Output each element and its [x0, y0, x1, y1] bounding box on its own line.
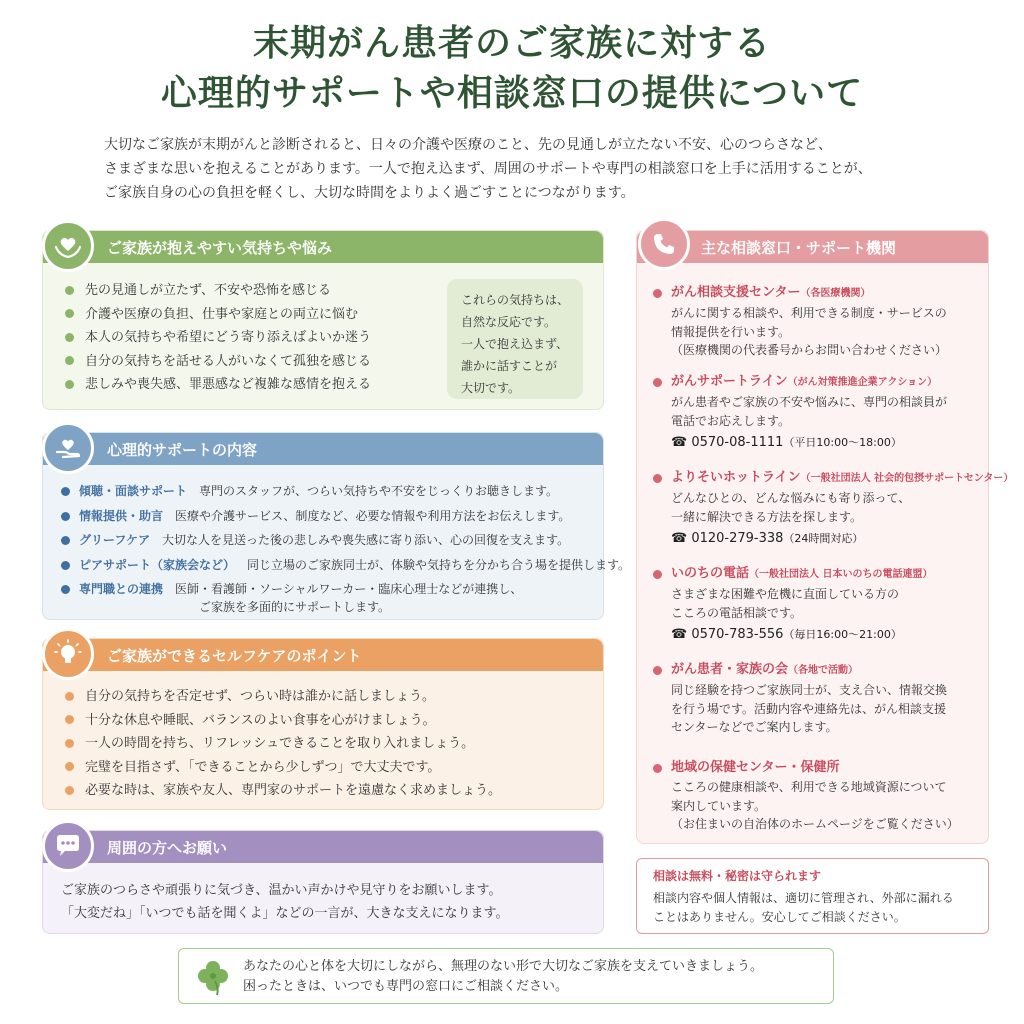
- selfcare-card: [42, 638, 604, 810]
- phone-icon: [638, 218, 690, 270]
- intro-line: ご家族自身の心の負担を軽くし、大切な時間をよりよく過ごすことにつながります。: [104, 185, 635, 201]
- title-line-2: 心理的サポートや相談窓口の提供について: [160, 72, 864, 114]
- request-text: ご家族のつらさや頑張りに気づき、温かい声かけや見守りをお願いします。 「大変だね」「いつでも話を聞くよ」などの一言が、大きな支えになります。: [61, 883, 509, 921]
- list-item: 一人の時間を持ち、リフレッシュできることを取り入れましょう。: [65, 732, 501, 756]
- list-item: 自分の気持ちを話せる人がいなくて孤独を感じる: [65, 350, 371, 374]
- list-item: 悲しみや喪失感、罪悪感など複雑な感情を抱える: [65, 373, 371, 397]
- list-item: 介護や医療の負担、仕事や家庭との両立に悩む: [65, 303, 371, 327]
- consult-heading: 相談は無料・秘密は守られます: [653, 869, 822, 883]
- support-item: ピアサポート（家族会など） 同じ立場のご家族同士が、体験や気持ちを分かち合う場を提供します。: [61, 553, 630, 578]
- feelings-note: これらの気持ちは、 自然な反応です。 一人で抱え込まず、 誰かに話すことが 大切です。: [447, 279, 583, 399]
- contacts-card: [636, 230, 1014, 844]
- intro-text: [104, 133, 984, 205]
- feelings-heading: ご家族が抱えやすい気持ちや悩み: [107, 239, 333, 257]
- speech-bubble-icon: [42, 820, 94, 872]
- org-item: いのちの電話（一般社団法人 日本いのちの電話連盟） さまざまな困難や危機に直面している方の こころの電話相談です。 ☎ 0570-783-556（毎日16:00〜21:00）: [653, 564, 980, 646]
- support-item: 傾聴・面談サポート 専門のスタッフが、つらい気持ちや不安をじっくりお聴きします。: [61, 479, 630, 504]
- org-item: がんサポートライン（がん対策推進企業アクション） がん患者やご家族の不安や悩みに、専門の相談員が 電話でお応えします。 ☎ 0570-08-1111（平日10:00〜18:00）: [653, 372, 980, 454]
- page-title: [0, 18, 1024, 118]
- phone-number[interactable]: ☎ 0570-783-556（毎日16:00〜21:00）: [671, 627, 902, 642]
- contacts-heading: 主な相談窓口・サポート機関: [701, 239, 897, 257]
- hands-heart-icon: [42, 220, 94, 272]
- support-item-cont: ご家族を多面的にサポートします。: [199, 599, 391, 614]
- consult-box: [636, 858, 989, 934]
- support-item: グリーフケア 大切な人を見送った後の悲しみや喪失感に寄り添い、心の回復を支えます。: [61, 528, 630, 553]
- org-item: よりそいホットライン（一般社団法人 社会的包摂サポートセンター） どんなひとの、どんな悩みにも寄り添って、 一緒に解決できる方法を探します。 ☎ 0120-279-338（24時間対応）: [653, 468, 980, 550]
- title-line-1: 末期がん患者のご家族に対する: [252, 22, 771, 64]
- lightbulb-icon: [42, 628, 94, 680]
- list-item: 必要な時は、家族や友人、専門家のサポートを遠慮なく求めましょう。: [65, 779, 501, 803]
- org-item: がん患者・家族の会（各地で活動） 同じ経験を持つご家族同士が、支え合い、情報交換 を行う場です。活動内容や連絡先は、がん相談支援 センターなどでご案内します。: [653, 660, 980, 737]
- selfcare-heading: ご家族ができるセルフケアのポイント: [107, 647, 362, 665]
- list-item: 本人の気持ちや希望にどう寄り添えばよいか迷う: [65, 326, 371, 350]
- feelings-list: [65, 279, 371, 397]
- list-item: 完璧を目指さず、「できることから少しずつ」で大丈夫です。: [65, 756, 501, 780]
- intro-line: 大切なご家族が末期がんと診断されると、日々の介護や医療のこと、先の見通しが立たない不安、心のつらさなど、: [104, 137, 832, 153]
- list-item: 自分の気持ちを否定せず、つらい時は誰かに話しましょう。: [65, 685, 501, 709]
- phone-icon: ☎: [671, 435, 692, 450]
- clover-icon: [193, 957, 233, 997]
- org-item: がん相談支援センター（各医療機関） がんに関する相談や、利用できる制度・サービスの 情報提供を行います。 （医療機関の代表番号からお問い合わせください）: [653, 283, 980, 360]
- request-card: [42, 830, 604, 934]
- support-card: [42, 432, 631, 620]
- phone-number[interactable]: ☎ 0570-08-1111（平日10:00〜18:00）: [671, 435, 902, 450]
- feelings-card: [42, 230, 604, 410]
- phone-icon: ☎: [671, 531, 692, 546]
- phone-number[interactable]: ☎ 0120-279-338（24時間対応）: [671, 531, 864, 546]
- selfcare-list: [65, 685, 501, 803]
- phone-icon: ☎: [671, 627, 692, 642]
- consult-text: 相談内容や個人情報は、適切に管理され、外部に漏れる ことはありません。安心してご相談ください。: [653, 891, 954, 924]
- support-item: 専門職との連携 医師・看護師・ソーシャルワーカー・臨床心理士などが連携し、: [61, 577, 630, 602]
- list-item: 十分な休息や睡眠、バランスのよい食事を心がけましょう。: [65, 709, 501, 733]
- support-list: [61, 479, 630, 616]
- support-item: 情報提供・助言 医療や介護サービス、制度など、必要な情報や利用方法をお伝えします。: [61, 504, 630, 529]
- list-item: 先の見通しが立たず、不安や恐怖を感じる: [65, 279, 371, 303]
- support-heading: 心理的サポートの内容: [107, 441, 258, 459]
- request-heading: 周囲の方へお願い: [107, 839, 228, 857]
- intro-line: さまざまな思いを抱えることがあります。一人で抱え込まず、周囲のサポートや専門の相談窓口を上手に活用することが、: [104, 161, 872, 177]
- org-item: 地域の保健センター・保健所 こころの健康相談や、利用できる地域資源について 案内しています。 （お住まいの自治体のホームページをご覧ください）: [653, 758, 980, 834]
- footer-text: あなたの心と体を大切にしながら、無理のない形で大切なご家族を支えていきましょう。 困ったときは、いつでも専門の窓口にご相談ください。: [243, 959, 764, 994]
- footer-message: [178, 948, 834, 1004]
- heart-hand-icon: [42, 422, 94, 474]
